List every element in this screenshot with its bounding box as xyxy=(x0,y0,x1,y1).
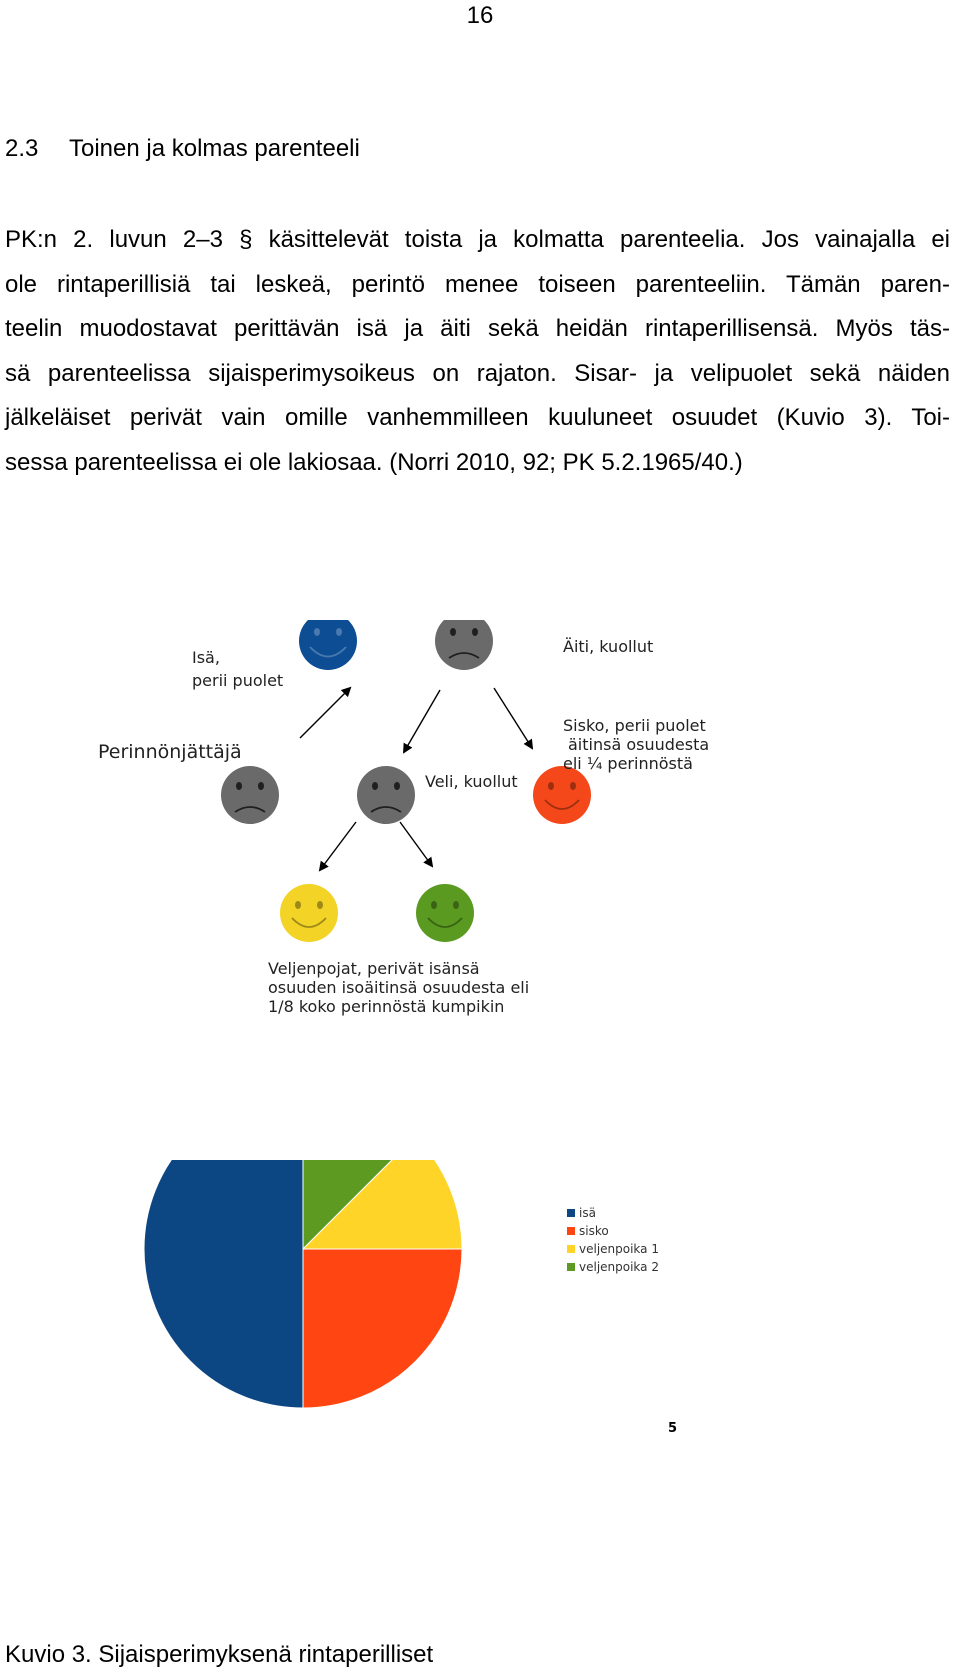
nephew2-face-icon xyxy=(416,884,474,942)
page-number: 16 xyxy=(466,2,494,29)
deceased-label: Perinnönjättäjä xyxy=(98,741,242,763)
face-circle xyxy=(221,766,279,824)
legend-item xyxy=(567,1242,659,1256)
nephews-label-line2: osuuden isoäitinsä osuudesta eli xyxy=(268,978,530,997)
arrow-brother-to-nephew1 xyxy=(320,822,356,870)
face-circle xyxy=(435,620,493,670)
nephew1-face-icon xyxy=(280,884,338,942)
brother-label: Veli, kuollut xyxy=(425,772,518,791)
legend-swatch xyxy=(567,1209,575,1217)
paragraph-line: teelin muodostavat perittävän isä ja äiti sekä heidän rintaperillisensä. Myös täs- xyxy=(5,315,950,342)
arrow-mother-to-sister xyxy=(494,688,532,748)
face-circle xyxy=(280,884,338,942)
stray-mark: 5 xyxy=(668,1421,678,1436)
deceased-face-icon xyxy=(221,766,279,824)
legend-label: veljenpoika 2 xyxy=(579,1260,659,1274)
legend-item xyxy=(567,1260,659,1274)
legend-item xyxy=(567,1206,596,1220)
father-label-line2: perii puolet xyxy=(192,671,284,690)
face-circle xyxy=(357,766,415,824)
sister-label-line1: Sisko, perii puolet xyxy=(563,716,706,735)
mother-label: Äiti, kuollut xyxy=(563,637,654,656)
legend-swatch xyxy=(567,1227,575,1235)
chart-legend xyxy=(567,1206,659,1274)
arrow-brother-to-nephew2 xyxy=(400,822,432,866)
father-face-icon xyxy=(299,620,357,670)
inheritance-pie-chart xyxy=(0,1160,960,1450)
paragraph-line: ole rintaperillisiä tai leskeä, perintö menee toiseen parenteeliin. Tämän paren- xyxy=(5,270,950,298)
sister-label-line3: eli ¼ perinnöstä xyxy=(563,754,693,773)
body-paragraph xyxy=(5,218,950,485)
legend-label: isä xyxy=(579,1206,596,1220)
paragraph-line: sessa parenteelissa ei ole lakiosaa. (Norri 2010, 92; PK 5.2.1965/40.) xyxy=(5,448,743,476)
nephews-label-line3: 1/8 koko perinnöstä kumpikin xyxy=(268,997,505,1016)
sister-label-line2: äitinsä osuudesta xyxy=(568,735,710,754)
face-circle xyxy=(416,884,474,942)
pie-slices xyxy=(144,1160,462,1408)
brother-face-icon xyxy=(357,766,415,824)
paragraph-line: sä parenteelissa sijaisperimysoikeus on rajaton. Sisar- ja velipuolet sekä näiden xyxy=(5,359,950,387)
pie-slice-sisko xyxy=(303,1249,462,1408)
arrow-mother-to-brother xyxy=(404,690,440,752)
legend-label: veljenpoika 1 xyxy=(579,1242,659,1256)
face-circle xyxy=(533,766,591,824)
paragraph-line: jälkeläiset perivät vain omille vanhemmilleen kuuluneet osuudet (Kuvio 3). Toi- xyxy=(5,404,950,431)
section-number: 2.3 xyxy=(5,135,39,162)
legend-swatch xyxy=(567,1245,575,1253)
nephews-label-line1: Veljenpojat, perivät isänsä xyxy=(268,959,480,978)
legend-label: sisko xyxy=(579,1224,609,1238)
sister-face-icon xyxy=(533,766,591,824)
section-title: Toinen ja kolmas parenteeli xyxy=(69,135,360,162)
pie-slice-isä xyxy=(144,1160,303,1408)
father-label-line1: Isä, xyxy=(192,648,220,667)
arrow-deceased-to-father xyxy=(300,688,350,738)
paragraph-line: PK:n 2. luvun 2–3 § käsittelevät toista ja kolmatta parenteelia. Jos vainajalla ei xyxy=(5,226,950,253)
inheritance-diagram xyxy=(0,620,960,1040)
legend-swatch xyxy=(567,1263,575,1271)
figure-caption: Kuvio 3. Sijaisperimyksenä rintaperilliset xyxy=(5,1641,434,1668)
section-heading xyxy=(5,135,360,163)
legend-item xyxy=(567,1224,609,1238)
mother-face-icon xyxy=(435,620,493,670)
face-circle xyxy=(299,620,357,670)
